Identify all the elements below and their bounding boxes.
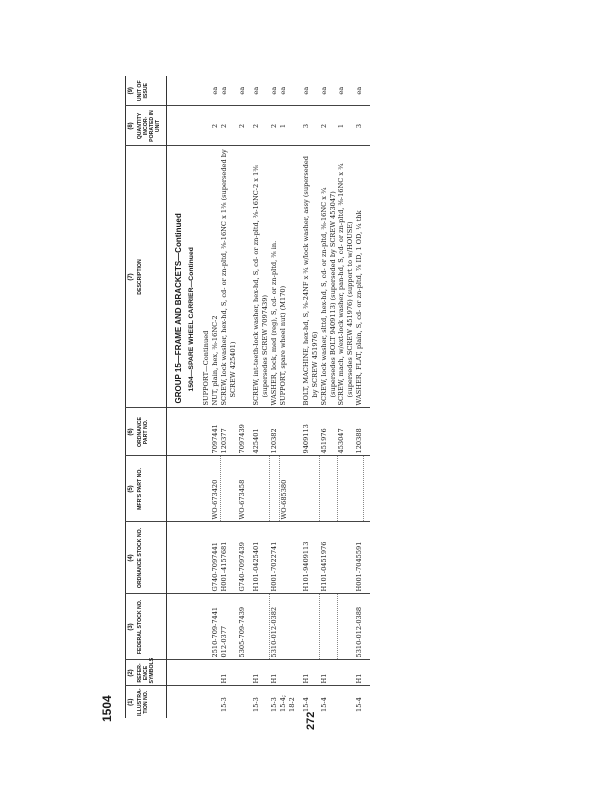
col-header-ordnance-part: (6) ORDNANCE PART NO. [126, 408, 167, 456]
subgroup-title-row [188, 76, 203, 718]
table-row: 15-3 H1 5310-012-0382 H001-7022741 120382 WASHER, lock, med (reg), S, cd- or zn-pltd, ⅜ in. 2 ea [270, 76, 279, 718]
table-row: 15-3 H1 012-0377 H001-4157681 120377 SCREW, lock washer, hex-hd, S, cd- or zn-pltd, ⅜-16NC x 1⅜ (superseded by SCREW 425401) 2 ea [220, 76, 237, 718]
table-row: 15-4 H1 H101-9409113 9409113 BOLT, MACHINE, hex-hd, S, ⅜-24NF x ¾ w/lock washer, assy (superseded by SCREW 451976) 3 ea [302, 76, 319, 718]
page-number: 272 [305, 711, 317, 730]
col-header-reference: (2) REFER-ENCE SYMBOLS [126, 660, 167, 686]
parts-table [125, 76, 370, 718]
subgroup-title: 1504—SPARE WHEEL CARRIER—Continued [188, 146, 203, 408]
table-row: 15-3 H1 H101-0425401 425401 SCREW, int-teeth-lock washer, hex-hd, S, cd- or zn-pltd, ⅜-16NC-2 x 1⅜ (supersedes SCREW 7097439) 2 ea [252, 76, 269, 718]
col-header-unit: (9) UNIT OF ISSUE [126, 76, 167, 106]
table-row: 2510-709-7441 G740-7097441 WO-673420 7097441 NUT, plain, hex, ⅜-16NC-2 2 ea [211, 76, 220, 718]
col-header-mfr-part: (5) MFR'S PART NO. [126, 456, 167, 522]
table-row: 453047 SCREW, mach, w/ext-lock washer, pan-hd, S, cd- or zn-pltd, ⅜-16NC x ¾ (supersedes SCREW 451976) (support to w/HOUSE) 1 ea [337, 76, 354, 718]
header-row [126, 76, 167, 718]
col-header-federal-stock: (3) FEDERAL STOCK NO. [126, 594, 167, 660]
col-header-illustration: (1) ILLUSTRA-TION NO. [126, 686, 167, 718]
col-header-description: (7) DESCRIPTION [126, 146, 167, 408]
table-row: 15-4 H1 5310-012-0388 H001-7045591 120388 WASHER, FLAT, plain, S, cd- or zn-pltd, ⅞ ID, 1 OD, ¼ thk 3 ea [355, 76, 364, 718]
col-header-quantity: (8) QUANTITY INCOR-PORATED IN UNIT [126, 106, 167, 146]
table-row: 15-4 H1 H101-0451976 451976 SCREW, lock washer, slttd, hex-hd, S, cd- or zn-pltd, ⅜-16NC x ¾ (supersedes BOLT 9409113) (superseded by SCREW 453047) 2 ea [320, 76, 337, 718]
page-corner-label: 1504 [100, 695, 114, 722]
parts-list-rotated [125, 76, 365, 718]
table-row: 5305-709-7439 G740-7097439 WO-673458 7097439 2 ea [238, 76, 247, 718]
table-row: 15-4; 18-2 WO-685380 SUPPORT, spare wheel nut) (M170) 1 ea [279, 76, 296, 718]
group-title-row [167, 76, 188, 718]
table-row: SUPPORT—Continued [202, 76, 211, 718]
col-header-ordnance-stock: (4) ORDNANCE STOCK NO. [126, 522, 167, 594]
group-title: GROUP 15—FRAME AND BRACKETS—Continued [167, 146, 188, 408]
